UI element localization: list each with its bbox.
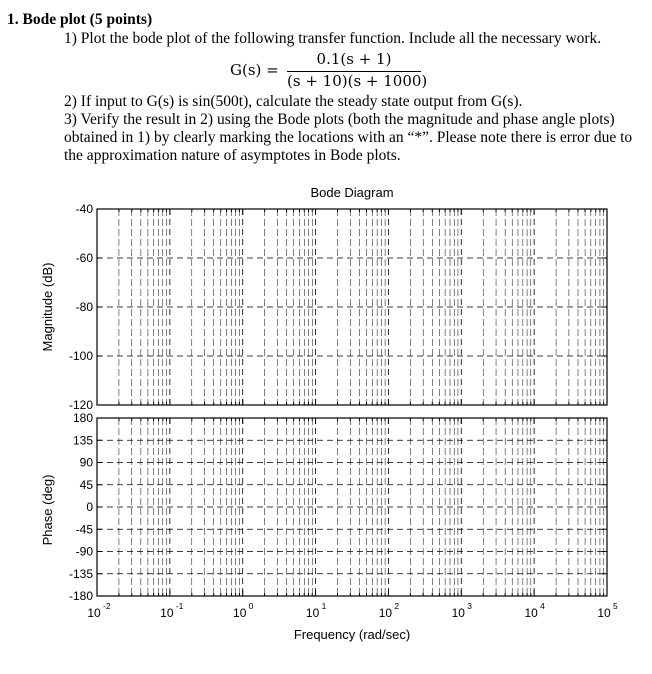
y-tick-label: -90: [75, 544, 93, 559]
eq-numerator: 0.1(s + 1): [316, 50, 392, 68]
y-tick-label: 135: [72, 433, 93, 448]
x-tick-label: 10: [378, 606, 393, 620]
part3-line3: the approximation nature of asymptotes in Bode plots.: [64, 147, 401, 164]
part2-text: 2) If input to G(s) is sin(500t), calculate the steady state output from G(s).: [64, 93, 523, 110]
x-axis-label: Frequency (rad/sec): [293, 627, 411, 642]
eq-denominator: (s + 10)(s + 1000): [287, 72, 428, 90]
y-tick-label: 90: [79, 455, 93, 470]
x-tick-label: 10: [160, 606, 174, 620]
x-tick-label: 10: [87, 606, 101, 620]
y-tick-label: -180: [68, 589, 93, 603]
y-tick-label: -120: [68, 398, 93, 412]
x-tick-exponent: -2: [103, 601, 111, 611]
x-tick-exponent: 3: [467, 601, 473, 611]
x-tick-label: 10: [451, 606, 465, 620]
x-tick-exponent: 1: [321, 601, 327, 611]
x-tick-exponent: -1: [175, 601, 184, 611]
y-tick-label: -60: [75, 251, 93, 265]
y-axis-label-phase: Phase (deg): [40, 474, 55, 546]
y-tick-label: 180: [72, 411, 93, 425]
y-tick-label: -40: [75, 202, 93, 216]
y-tick-label: -100: [68, 349, 93, 363]
y-tick-label: -135: [68, 566, 93, 581]
x-tick-label: 10: [597, 606, 611, 620]
x-tick-label: 10: [524, 606, 538, 620]
y-axis-label-magnitude: Magnitude (dB): [40, 262, 55, 352]
x-tick-exponent: 4: [540, 601, 545, 611]
part3-line2: obtained in 1) by clearly marking the locations with an “*”. Please note there is error due to: [64, 129, 633, 146]
eq-lhs: G(s) =: [230, 61, 279, 79]
y-tick-label: 45: [79, 477, 93, 492]
problem-heading: 1. Bode plot (5 points): [7, 11, 153, 28]
y-tick-label: -45: [75, 522, 93, 537]
x-tick-exponent: 5: [613, 601, 618, 611]
part1-text: 1) Plot the bode plot of the following transfer function. Include all the necessary work.: [64, 30, 602, 47]
y-tick-label: 0: [86, 500, 93, 514]
x-tick-exponent: 0: [248, 601, 254, 611]
part3-line1: 3) Verify the result in 2) using the Bode plots (both the magnitude and phase angle plots): [64, 111, 615, 128]
chart-title: Bode Diagram: [310, 185, 394, 200]
y-tick-label: -80: [75, 300, 93, 314]
x-tick-label: 10: [233, 606, 247, 620]
x-tick-exponent: 2: [394, 601, 400, 611]
x-tick-label: 10: [305, 606, 320, 620]
